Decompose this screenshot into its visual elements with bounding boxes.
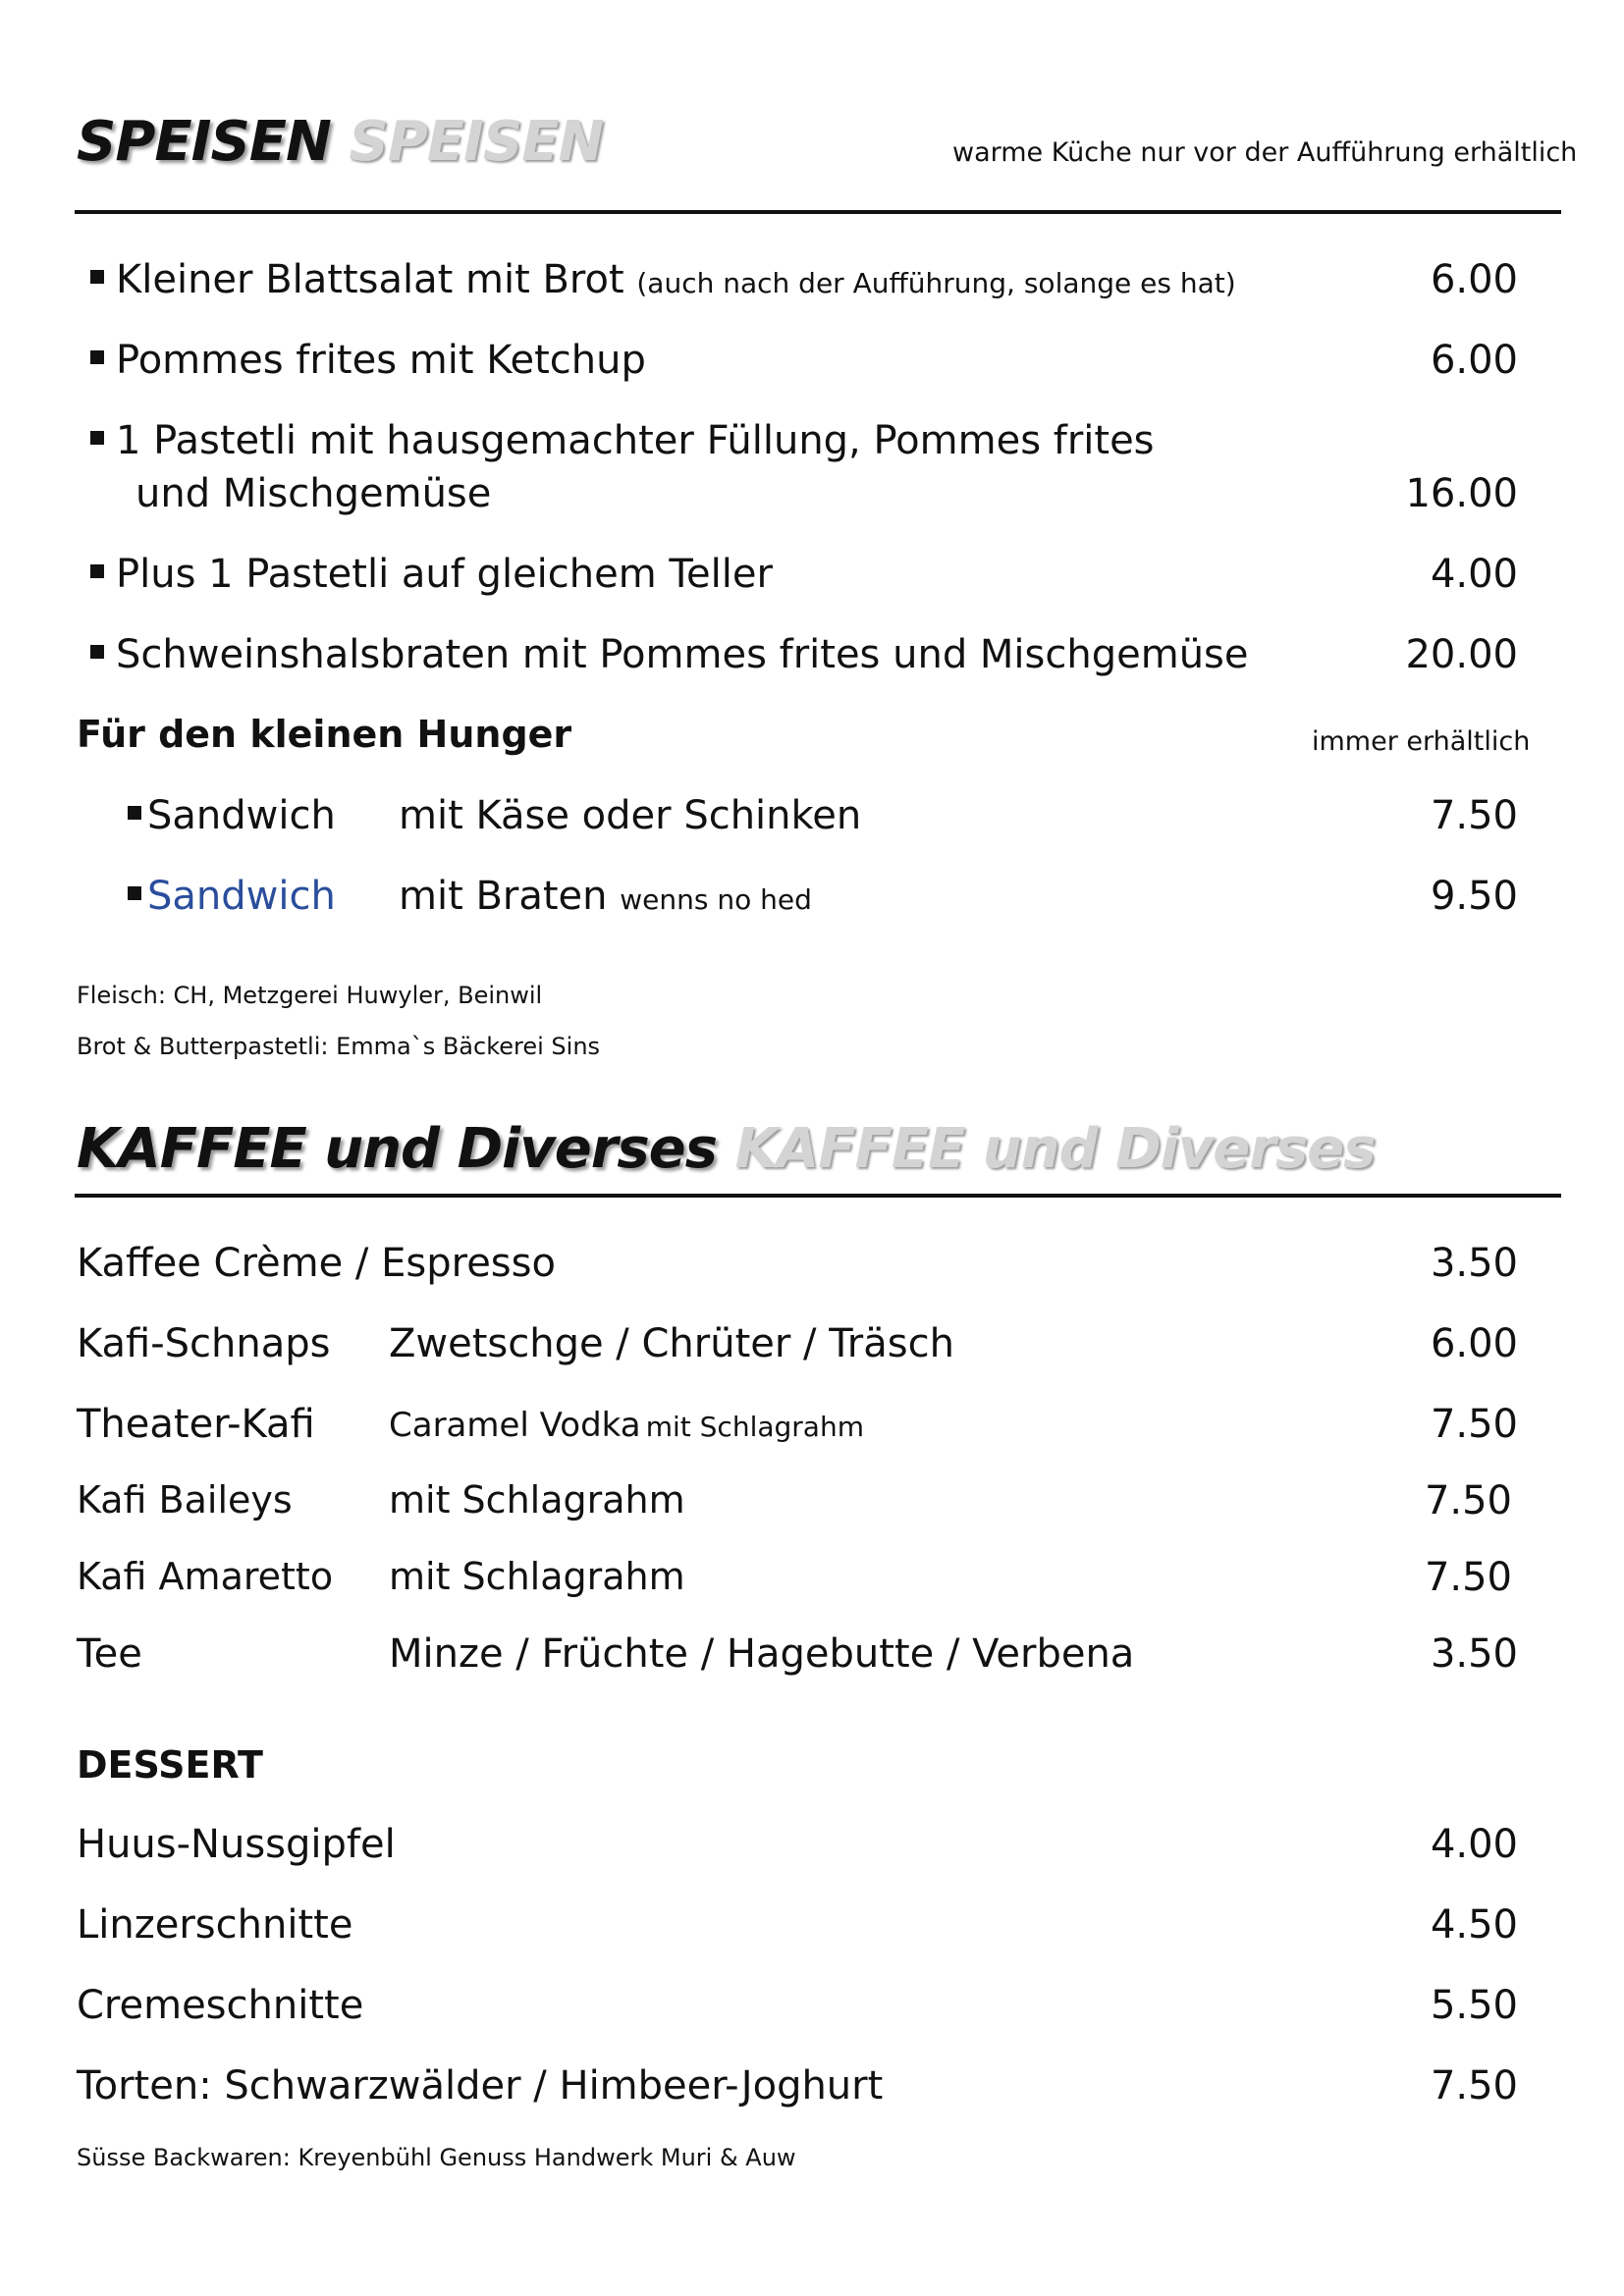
hunger-title: Für den kleinen Hunger: [77, 713, 572, 756]
menu-item: Pommes frites mit Ketchup: [90, 338, 646, 383]
divider: [75, 210, 1561, 214]
menu-item: Kafi Amaretto: [77, 1555, 334, 1598]
menu-item-line2: und Mischgemüse: [135, 471, 492, 516]
menu-item: Tee: [77, 1631, 142, 1677]
speisen-note: warme Küche nur vor der Aufführung erhältlich: [952, 137, 1578, 168]
divider: [75, 1194, 1561, 1198]
menu-item: Torten: Schwarzwälder / Himbeer-Joghurt: [77, 2063, 884, 2109]
speisen-title: SPEISEN SPEISEN: [77, 110, 604, 174]
footnote: Brot & Butterpastetli: Emma`s Bäckerei Sins: [77, 1033, 601, 1060]
bullet-icon: [90, 645, 104, 659]
menu-item-desc: Minze / Früchte / Hagebutte / Verbena: [389, 1631, 1135, 1677]
menu-item-desc: mit Schlagrahm: [389, 1555, 685, 1598]
menu-item: Sandwich: [128, 874, 336, 919]
bullet-icon: [90, 270, 104, 284]
price: 5.50: [1430, 1983, 1518, 2028]
price: 4.00: [1430, 552, 1518, 597]
menu-item: Huus-Nussgipfel: [77, 1822, 396, 1867]
menu-item: Sandwich: [128, 793, 336, 838]
menu-item-desc: Zwetschge / Chrüter / Träsch: [389, 1321, 954, 1366]
dessert-title: DESSERT: [77, 1743, 263, 1787]
footnote: Fleisch: CH, Metzgerei Huwyler, Beinwil: [77, 982, 543, 1009]
menu-item: Plus 1 Pastetli auf gleichem Teller: [90, 552, 773, 597]
menu-item: Linzerschnitte: [77, 1902, 353, 1948]
menu-item: 1 Pastetli mit hausgemachter Füllung, Pommes frites: [90, 418, 1155, 463]
menu-item: Cremeschnitte: [77, 1983, 364, 2028]
menu-item-desc: mit Braten wenns no hed: [399, 874, 812, 919]
price: 16.00: [1405, 471, 1518, 516]
price: 7.50: [1430, 2063, 1518, 2109]
price: 7.50: [1424, 1478, 1512, 1523]
menu-item: Kaffee Crème / Espresso: [77, 1241, 556, 1286]
menu-item-desc: Caramel Vodka mit Schlagrahm: [389, 1406, 864, 1445]
bullet-icon: [90, 564, 104, 578]
price: 3.50: [1430, 1241, 1518, 1286]
price: 7.50: [1424, 1555, 1512, 1600]
price: 4.50: [1430, 1902, 1518, 1948]
menu-item-desc: mit Käse oder Schinken: [399, 793, 862, 838]
price: 7.50: [1430, 793, 1518, 838]
bullet-icon: [90, 350, 104, 364]
menu-item: Kafi Baileys: [77, 1478, 293, 1522]
menu-item: Kleiner Blattsalat mit Brot (auch nach der Aufführung, solange es hat): [90, 257, 1236, 302]
bullet-icon: [90, 431, 104, 445]
kaffee-title: KAFFEE und Diverses KAFFEE und Diverses: [77, 1117, 1376, 1181]
menu-item: Kafi-Schnaps: [77, 1321, 331, 1366]
hunger-note: immer erhältlich: [1312, 726, 1531, 757]
bullet-icon: [128, 806, 141, 820]
price: 9.50: [1430, 874, 1518, 919]
price: 6.00: [1430, 257, 1518, 302]
footnote: Süsse Backwaren: Kreyenbühl Genuss Handwerk Muri & Auw: [77, 2144, 796, 2171]
price: 6.00: [1430, 338, 1518, 383]
menu-item: Schweinshalsbraten mit Pommes frites und Mischgemüse: [90, 632, 1249, 677]
price: 6.00: [1430, 1321, 1518, 1366]
price: 3.50: [1430, 1631, 1518, 1677]
price: 4.00: [1430, 1822, 1518, 1867]
menu-item: Theater-Kafi: [77, 1402, 315, 1447]
price: 7.50: [1430, 1402, 1518, 1447]
bullet-icon: [128, 886, 141, 900]
menu-item-desc: mit Schlagrahm: [389, 1478, 685, 1522]
price: 20.00: [1405, 632, 1518, 677]
